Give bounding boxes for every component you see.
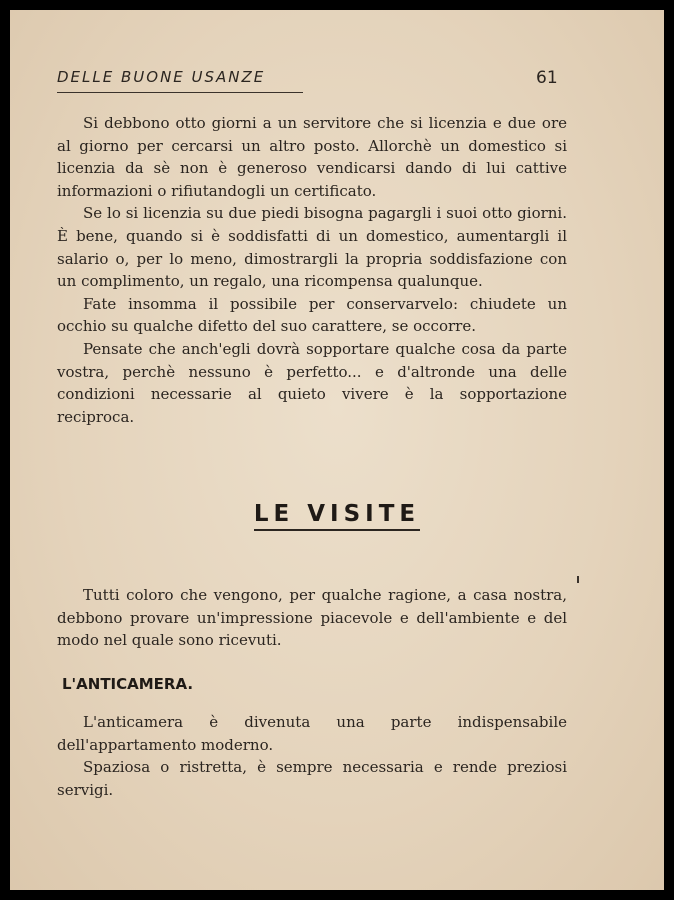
text-block-servants xyxy=(57,112,567,428)
paragraph: L'anticamera è divenuta una parte indispensabile dell'appartamento moderno. xyxy=(57,713,567,754)
section-title-wrapper xyxy=(10,501,664,531)
running-title: DELLE BUONE USANZE xyxy=(57,68,266,86)
paragraph: Pensate che anch'egli dovrà sopportare qualche cosa da parte vostra, perchè nessuno è perfetto... e d'altronde una delle condizioni necessarie al quieto vivere è la sopportazione reciproca. xyxy=(57,339,567,426)
running-header xyxy=(57,68,559,92)
paragraph: Fate insomma il possibile per conservarvelo: chiudete un occhio su qualche difetto del suo carattere, se occorre. xyxy=(57,294,567,336)
paragraph: Si debbono otto giorni a un servitore che si licenzia e due ore al giorno per cercarsi un altro posto. Allorchè un domestico si licenzia da sè non è generoso vendicarsi dando di lui cattive informazioni o rifiutandogli un certificato. xyxy=(57,114,567,200)
header-rule xyxy=(57,92,303,93)
section-title: LE VISITE xyxy=(254,501,420,531)
ink-speck xyxy=(577,576,579,583)
subheading-anticamera: L'ANTICAMERA. xyxy=(62,675,194,693)
text-block-anticamera xyxy=(57,711,567,801)
book-page xyxy=(10,10,664,890)
paragraph: Spaziosa o ristretta, è sempre necessaria e rende preziosi servigi. xyxy=(57,758,567,799)
text-block-visits xyxy=(57,584,567,652)
paragraph: Se lo si licenzia su due piedi bisogna pagargli i suoi otto giorni. È bene, quando si è soddisfatti di un domestico, aumentargli il salario o, per lo meno, dimostrargli la propria soddisfazione con un complimento, un regalo, una ricompensa qualunque. xyxy=(57,204,567,291)
page-number: 61 xyxy=(536,68,558,88)
paragraph: Tutti coloro che vengono, per qualche ragione, a casa nostra, debbono provare un'impressione piacevole e dell'ambiente e del modo nel quale sono ricevuti. xyxy=(57,586,567,650)
